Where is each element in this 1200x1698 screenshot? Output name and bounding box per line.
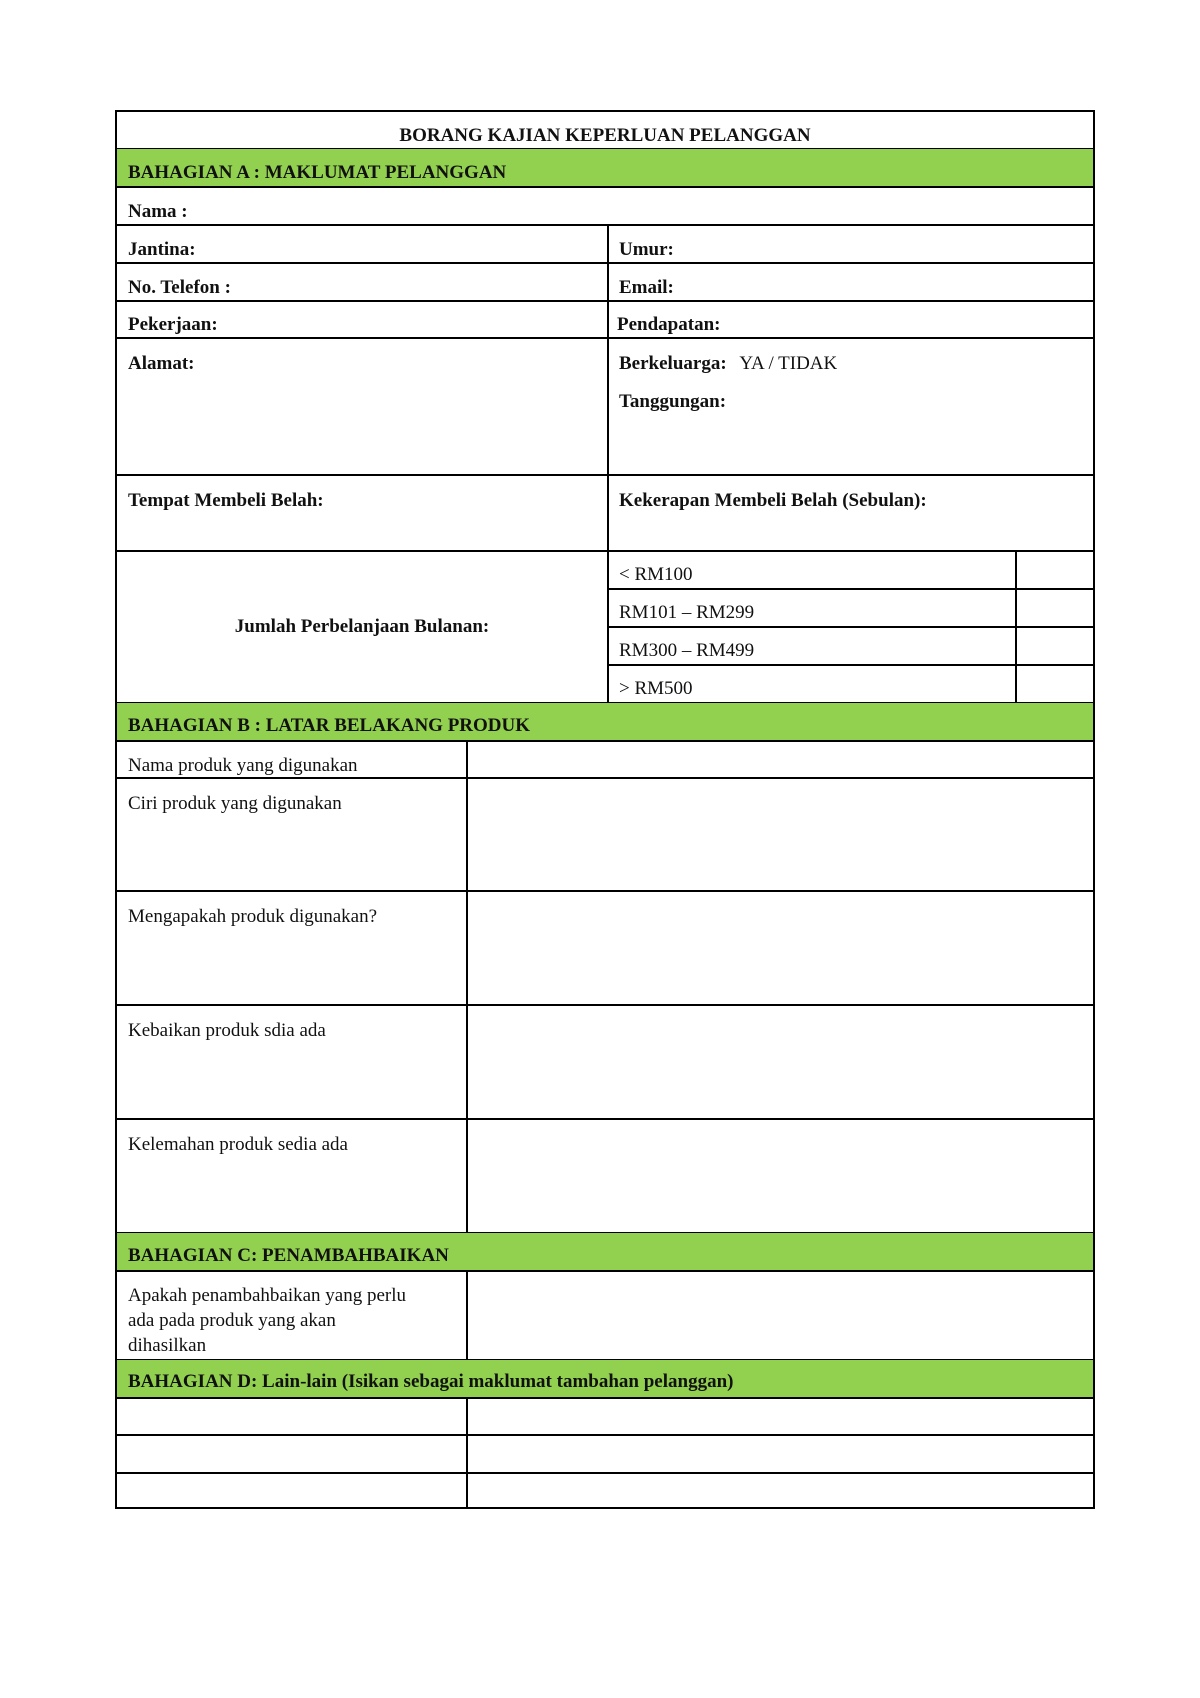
- extra-info-row[interactable]: [117, 1436, 1093, 1470]
- answer-kebaikan-produk[interactable]: [468, 1006, 1093, 1117]
- section-d-heading: [117, 1360, 1093, 1397]
- field-alamat[interactable]: Alamat:: [128, 353, 195, 374]
- product-question: Ciri produk yang digunakan: [128, 793, 342, 814]
- field-jumlah-perbelanjaan: Jumlah Perbelanjaan Bulanan:: [234, 616, 490, 637]
- field-telefon[interactable]: No. Telefon :: [128, 277, 231, 298]
- field-nama[interactable]: Nama :: [128, 201, 188, 222]
- berkeluarga-options: YA / TIDAK: [739, 353, 838, 374]
- form-title: BORANG KAJIAN KEPERLUAN PELANGGAN: [399, 125, 811, 146]
- range-checkbox-2[interactable]: [1017, 590, 1093, 625]
- answer-ciri-produk[interactable]: [468, 779, 1093, 889]
- range-checkbox-3[interactable]: [1017, 628, 1093, 663]
- section-b-heading: [117, 703, 1093, 740]
- extra-info-row[interactable]: [117, 1399, 1093, 1433]
- range-checkbox-1[interactable]: [1017, 552, 1093, 587]
- improvement-question-line: ada pada produk yang akan: [128, 1310, 336, 1331]
- field-tanggungan[interactable]: Tanggungan:: [619, 391, 727, 412]
- field-berkeluarga[interactable]: [619, 352, 837, 376]
- section-a-heading-text: BAHAGIAN A : MAKLUMAT PELANGGAN: [128, 162, 507, 183]
- range-checkbox-4[interactable]: [1017, 666, 1093, 701]
- field-email[interactable]: Email:: [619, 277, 674, 298]
- product-question: Kebaikan produk sdia ada: [128, 1020, 326, 1041]
- section-c-heading-text: BAHAGIAN C: PENAMBAHBAIKAN: [128, 1245, 449, 1266]
- section-a-heading: [117, 149, 1093, 186]
- section-c-heading: [117, 1233, 1093, 1270]
- field-tempat-membeli-belah[interactable]: Tempat Membeli Belah:: [128, 490, 324, 511]
- answer-penambahbaikan[interactable]: [468, 1272, 1093, 1358]
- field-umur[interactable]: Umur:: [619, 239, 674, 260]
- extra-info-row[interactable]: [117, 1474, 1093, 1508]
- product-question: Mengapakah produk digunakan?: [128, 906, 378, 927]
- range-option: > RM500: [619, 678, 693, 699]
- range-option: RM101 – RM299: [619, 602, 755, 623]
- berkeluarga-label: Berkeluarga:: [619, 353, 727, 374]
- improvement-question-line: Apakah penambahbaikan yang perlu: [128, 1285, 407, 1306]
- field-kekerapan-membeli-belah[interactable]: Kekerapan Membeli Belah (Sebulan):: [619, 490, 927, 511]
- answer-nama-produk[interactable]: [468, 742, 1093, 776]
- customer-needs-form: [115, 110, 1095, 1509]
- range-option: < RM100: [619, 564, 693, 585]
- section-b-heading-text: BAHAGIAN B : LATAR BELAKANG PRODUK: [128, 715, 531, 736]
- answer-kelemahan-produk[interactable]: [468, 1120, 1093, 1231]
- field-pendapatan[interactable]: Pendapatan:: [617, 314, 721, 335]
- range-option: RM300 – RM499: [619, 640, 755, 661]
- product-question: Kelemahan produk sedia ada: [128, 1134, 348, 1155]
- field-pekerjaan[interactable]: Pekerjaan:: [128, 314, 218, 335]
- product-question: Nama produk yang digunakan: [128, 755, 358, 776]
- answer-mengapa-produk[interactable]: [468, 892, 1093, 1003]
- section-d-heading-text: BAHAGIAN D: Lain-lain (Isikan sebagai maklumat tambahan pelanggan): [128, 1371, 734, 1392]
- improvement-question-line: dihasilkan: [128, 1335, 207, 1356]
- field-jantina[interactable]: Jantina:: [128, 239, 196, 260]
